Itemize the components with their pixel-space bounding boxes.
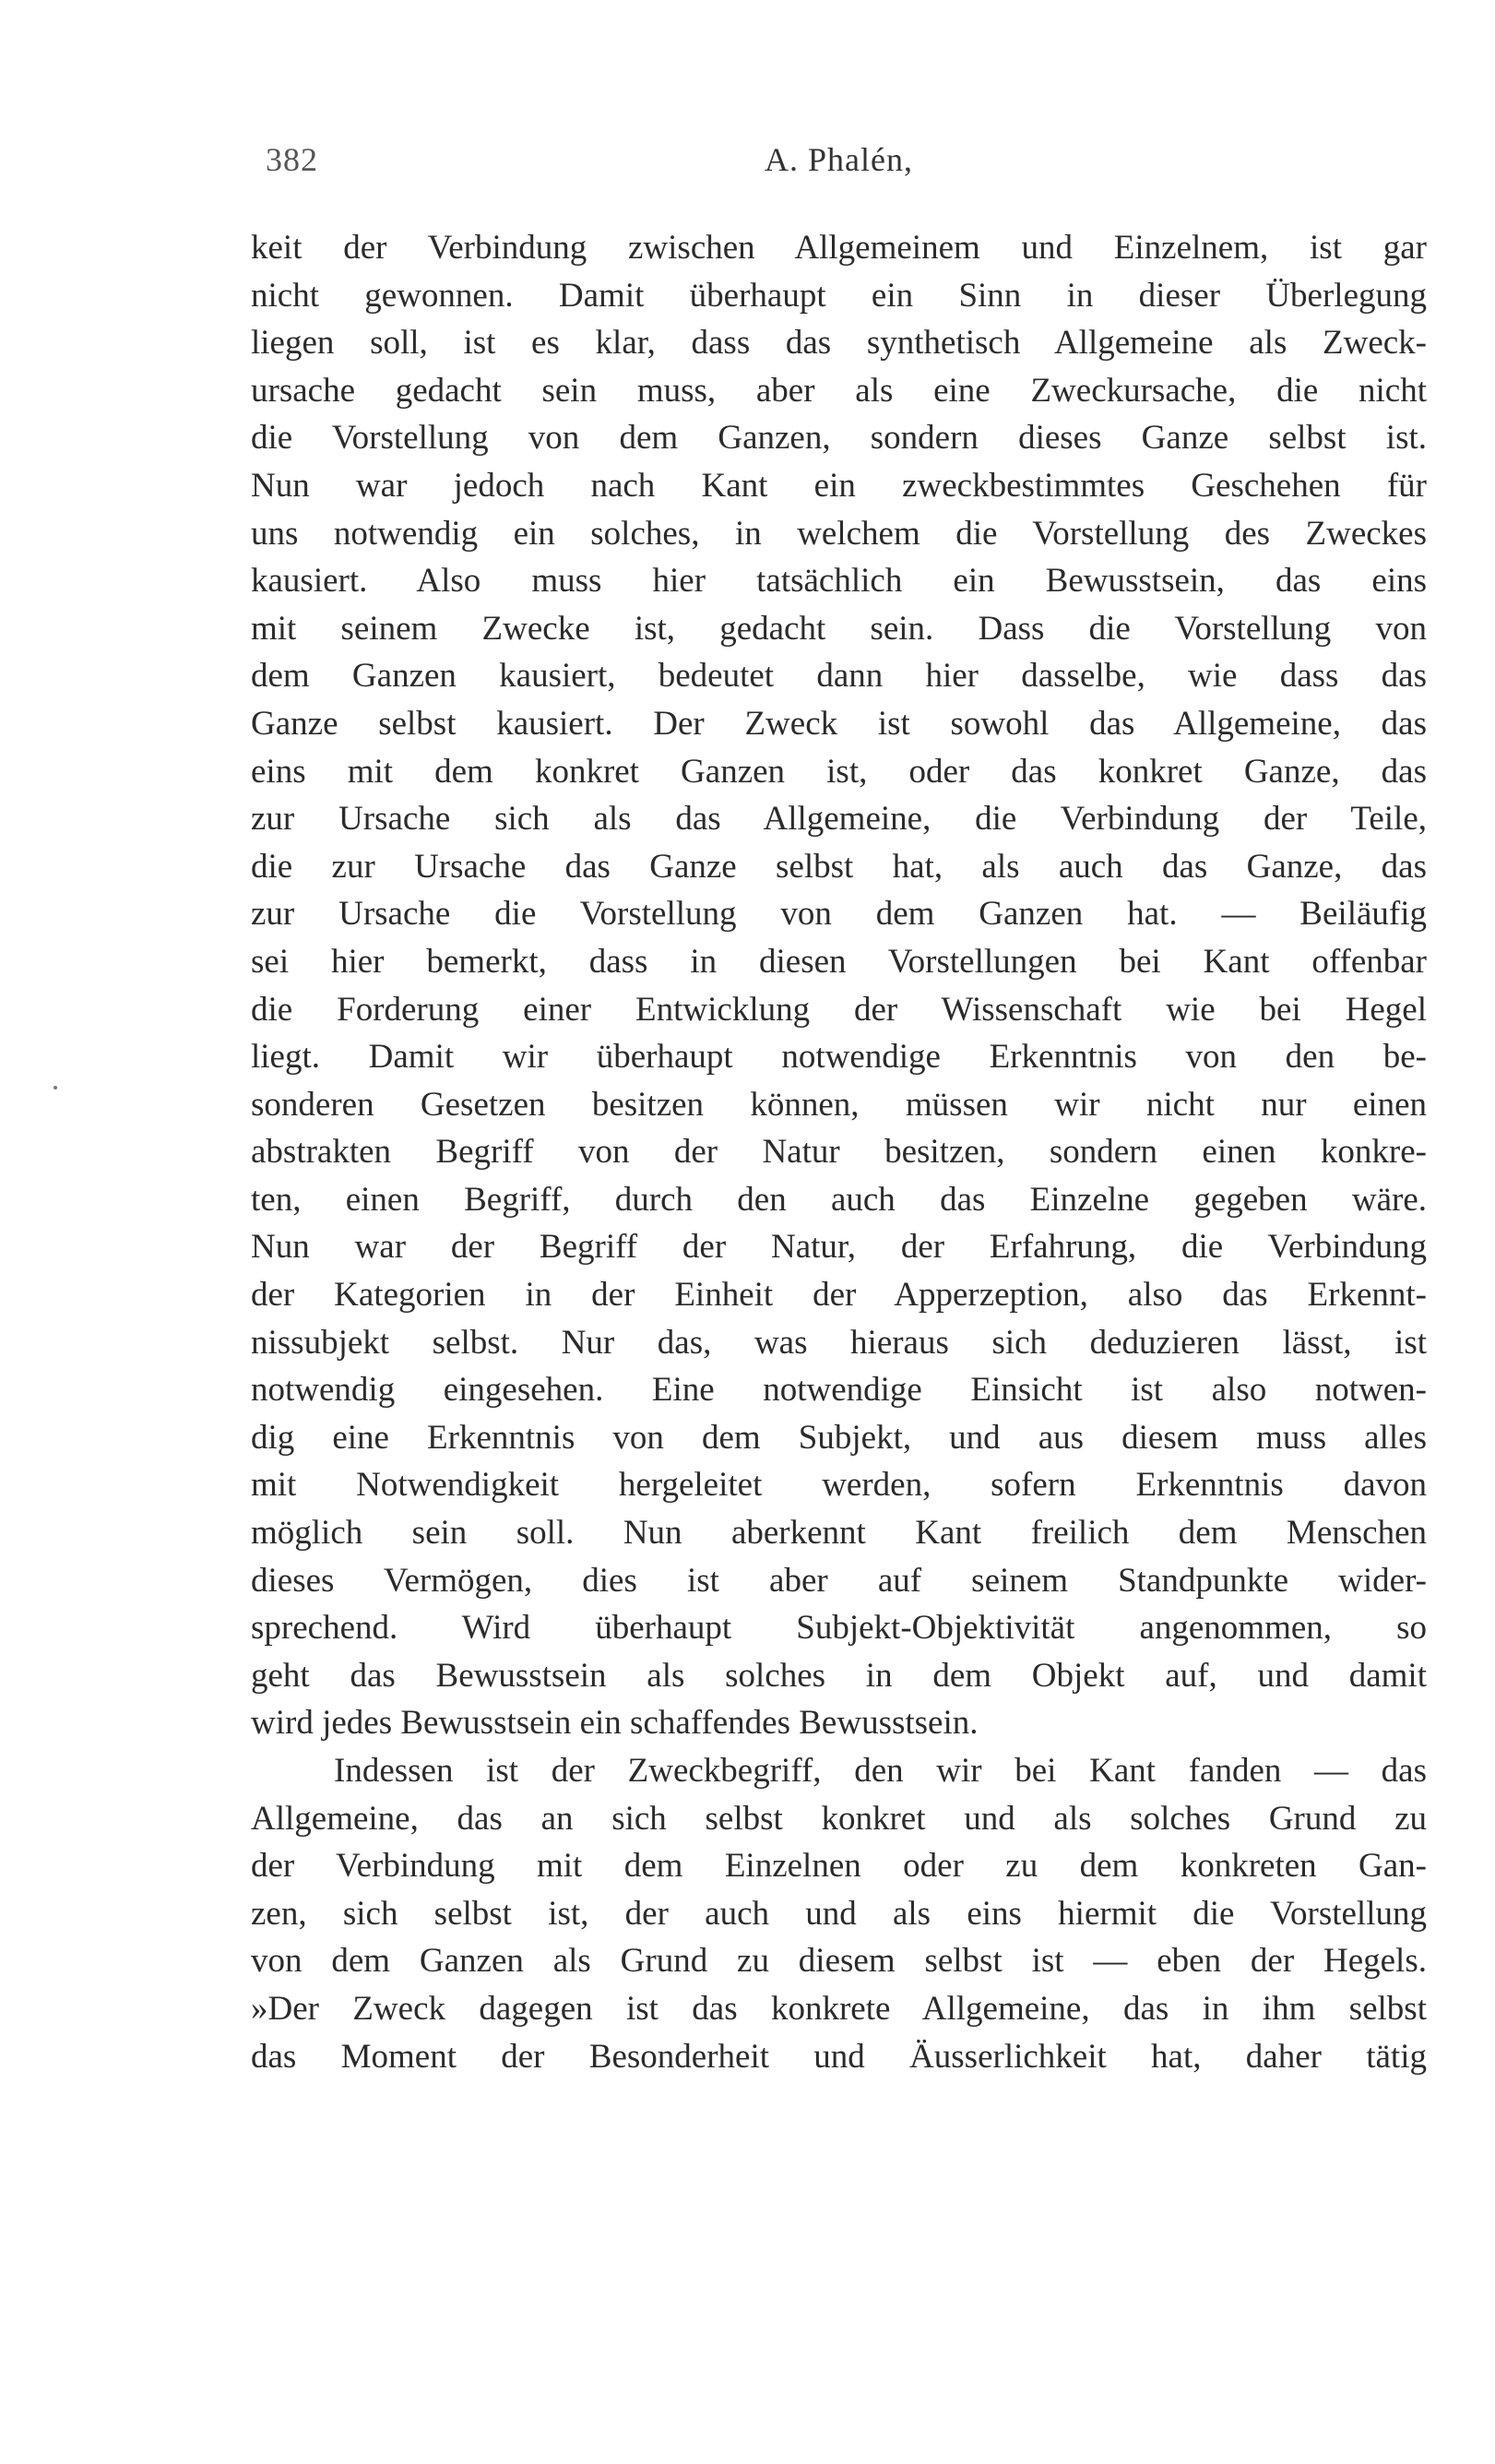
text-line: dig eine Erkenntnis von dem Subjekt, und aus diesem muss alles bbox=[251, 1418, 1427, 1457]
text-line: kausiert. Also muss hier tatsächlich ein Bewusstsein, das eins bbox=[251, 562, 1427, 601]
text-line: liegt. Damit wir überhaupt notwendige Erkenntnis von den be- bbox=[251, 1038, 1427, 1077]
text-line: »Der Zweck dagegen ist das konkrete Allgemeine, das in ihm selbst bbox=[251, 1989, 1427, 2028]
text-line: Nun war jedoch nach Kant ein zweckbestimmtes Geschehen für bbox=[251, 466, 1427, 505]
page-number: 382 bbox=[266, 141, 318, 178]
text-line: sei hier bemerkt, dass in diesen Vorstellungen bei Kant offenbar bbox=[251, 942, 1427, 981]
text-line: ursache gedacht sein muss, aber als eine Zweckursache, die nicht bbox=[251, 371, 1427, 410]
text-line: Allgemeine, das an sich selbst konkret und als solches Grund zu bbox=[251, 1799, 1427, 1838]
page-header bbox=[251, 140, 1427, 196]
text-line: eins mit dem konkret Ganzen ist, oder das konkret Ganze, das bbox=[251, 752, 1427, 791]
text-line: die Forderung einer Entwicklung der Wissenschaft wie bei Hegel bbox=[251, 990, 1427, 1029]
text-line: der Verbindung mit dem Einzelnen oder zu dem konkreten Gan- bbox=[251, 1847, 1427, 1886]
text-line: dieses Vermögen, dies ist aber auf seinem Standpunkte wider- bbox=[251, 1561, 1427, 1600]
text-line: liegen soll, ist es klar, dass das synthetisch Allgemeine als Zweck- bbox=[251, 324, 1427, 363]
text-line: zur Ursache sich als das Allgemeine, die Verbindung der Teile, bbox=[251, 800, 1427, 839]
text-line: von dem Ganzen als Grund zu diesem selbst ist — eben der Hegels. bbox=[251, 1942, 1427, 1981]
text-line: abstrakten Begriff von der Natur besitzen, sondern einen konkre- bbox=[251, 1133, 1427, 1172]
text-line: nicht gewonnen. Damit überhaupt ein Sinn in dieser Überlegung bbox=[251, 276, 1427, 315]
text-line: ten, einen Begriff, durch den auch das Einzelne gegeben wäre. bbox=[251, 1180, 1427, 1219]
text-line: geht das Bewusstsein als solches in dem Objekt auf, und damit bbox=[251, 1656, 1427, 1695]
text-line: sonderen Gesetzen besitzen können, müssen wir nicht nur einen bbox=[251, 1085, 1427, 1124]
text-line: Indessen ist der Zweckbegriff, den wir bei Kant fanden — das bbox=[334, 1752, 1427, 1790]
body-text bbox=[251, 224, 1427, 2080]
margin-speck bbox=[53, 1086, 57, 1089]
text-line: mit Notwendigkeit hergeleitet werden, sofern Erkenntnis davon bbox=[251, 1466, 1427, 1505]
text-line: keit der Verbindung zwischen Allgemeinem und Einzelnem, ist gar bbox=[251, 229, 1427, 267]
text-line: die zur Ursache das Ganze selbst hat, als auch das Ganze, das bbox=[251, 847, 1427, 886]
text-line: Ganze selbst kausiert. Der Zweck ist sowohl das Allgemeine, das bbox=[251, 704, 1427, 743]
text-line: die Vorstellung von dem Ganzen, sondern dieses Ganze selbst ist. bbox=[251, 419, 1427, 458]
text-line: mit seinem Zwecke ist, gedacht sein. Dass die Vorstellung von bbox=[251, 609, 1427, 648]
text-line: nissubjekt selbst. Nur das, was hieraus sich deduzieren lässt, ist bbox=[251, 1323, 1427, 1362]
text-line: wird jedes Bewusstsein ein schaffendes Bewusstsein. bbox=[251, 1704, 979, 1743]
text-line: möglich sein soll. Nun aberkennt Kant freilich dem Menschen bbox=[251, 1514, 1427, 1553]
text-line: Nun war der Begriff der Natur, der Erfahrung, die Verbindung bbox=[251, 1228, 1427, 1267]
text-line: das Moment der Besonderheit und Äusserlichkeit hat, daher tätig bbox=[251, 2037, 1427, 2076]
text-line: notwendig eingesehen. Eine notwendige Einsicht ist also notwen- bbox=[251, 1371, 1427, 1410]
text-line: der Kategorien in der Einheit der Apperzeption, also das Erkennt- bbox=[251, 1276, 1427, 1315]
text-line: uns notwendig ein solches, in welchem die Vorstellung des Zweckes bbox=[251, 514, 1427, 553]
running-head: A. Phalén, bbox=[765, 141, 913, 178]
text-line: zur Ursache die Vorstellung von dem Ganzen hat. — Beiläufig bbox=[251, 895, 1427, 934]
text-line: zen, sich selbst ist, der auch und als eins hiermit die Vorstellung bbox=[251, 1894, 1427, 1933]
text-line: dem Ganzen kausiert, bedeutet dann hier dasselbe, wie dass das bbox=[251, 657, 1427, 696]
text-line: sprechend. Wird überhaupt Subjekt-Objektivität angenommen, so bbox=[251, 1609, 1427, 1648]
